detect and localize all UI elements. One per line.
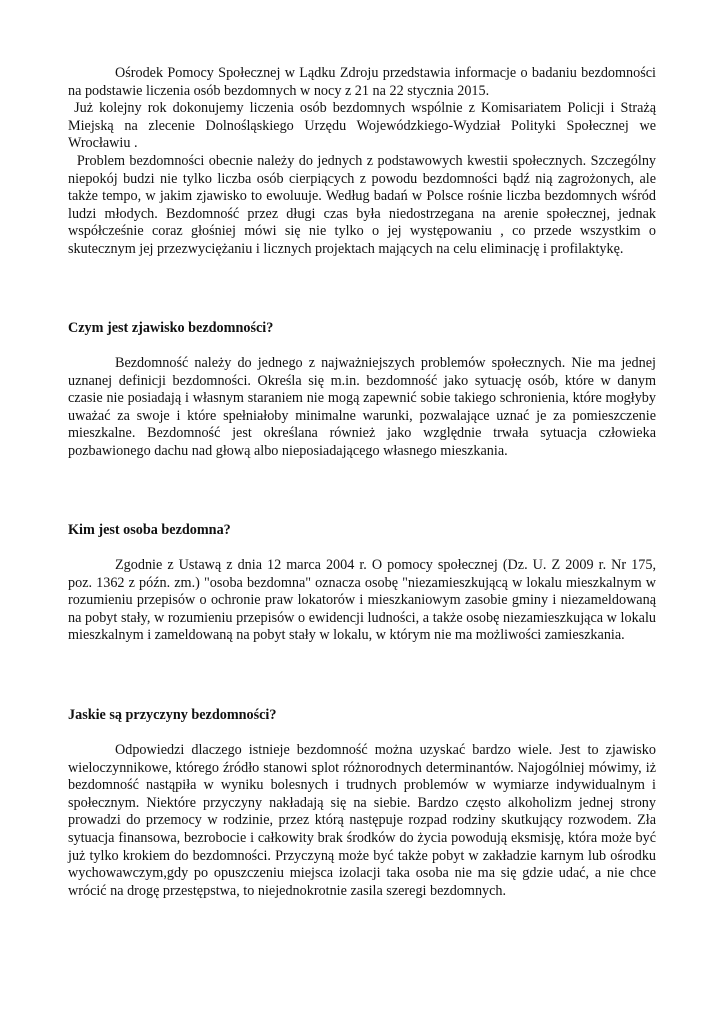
section-body-homeless-person: Zgodnie z Ustawą z dnia 12 marca 2004 r. O pomocy społecznej (Dz. U. Z 2009 r. Nr 175, poz. 1362 z późn. zm.) "osoba bezdomna" oznacza osobę "niezamieszkującą w lokalu mieszkalnym w rozumieniu przepisów o ochronie praw lokatorów i mieszkaniowym zasobie gminy i niezameldowaną na pobyt stały, w rozumieniu przepisów o ewidencji ludności, a także osobę niezamieszkująca w lokalu mieszkalnym i zameldowaną na pobyt stały w lokalu, w którym nie ma możliwości zamieszkania. xyxy=(68,557,656,644)
section-heading-causes: Jaskie są przyczyny bezdomności? xyxy=(68,707,277,723)
intro-paragraph-1: Ośrodek Pomocy Społecznej w Lądku Zdroju przedstawia informacje o badaniu bezdomności na podstawie liczenia osób bezdomnych w nocy z 21 na 22 stycznia 2015. xyxy=(68,65,656,99)
section-body-causes: Odpowiedzi dlaczego istnieje bezdomność można uzyskać bardzo wiele. Jest to zjawisko wieloczynnikowe, którego źródło stanowi splot różnorodnych determinantów. Najogólniej mówimy, iż bezdomność nastąpiła w wyniku bolesnych i trudnych problemów w wymiarze indywidualnym i społecznym. Niektóre przyczyny nakładają się na siebie. Bardzo często alkoholizm jednej strony prowadzi do przemocy w rodzinie, przez którą następuje rozpad rodziny skutkujący rozwodem. Zła sytuacja finansowa, bezrobocie i całkowity brak środków do życia powodują eksmisję, która może być już tylko krokiem do bezdomności. Przyczyną może być także pobyt w zakładzie karnym lub ośrodku wychowawczym,gdy po opuszczeniu miejsca izolacji taka osoba nie ma się gdzie udać, a nie chce wrócić na drogę przestępstwa, to niejednokrotnie zasila szeregi bezdomnych. xyxy=(68,742,656,899)
section-body-definition: Bezdomność należy do jednego z najważniejszych problemów społecznych. Nie ma jednej uznanej definicji bezdomności. Określa się m.in. bezdomność jako sytuację osób, które w danym czasie nie posiadają i własnym staraniem nie mogą zapewnić sobie takiego schronienia, które mogłyby uważać za swoje i które spełniałoby minimalne warunki, pozwalające uznać je za pomieszczenie mieszkalne. Bezdomność jest określana również jako względnie trwała sytuacja człowieka pozbawionego dachu nad głową albo nieposiadającego własnego mieszkania. xyxy=(68,355,656,459)
intro-paragraph-3: Problem bezdomności obecnie należy do jednych z podstawowych kwestii społecznych. Szczególny niepokój budzi nie tylko liczba osób cierpiących z powodu bezdomności bądź nią zagrożonych, ale także tempo, w jakim zjawisko to ewoluuje. Według badań w Polsce rośnie liczba bezdomnych wśród ludzi młodych. Bezdomność przez długi czas była niedostrzegana na arenie społecznej, jednak współcześnie coraz głośniej mówi się nie tylko o jej występowaniu , co przede wszystkim o skutecznym jej przezwyciężaniu i licznych projektach mających na celu eliminację i profilaktykę. xyxy=(68,153,660,257)
section-heading-definition: Czym jest zjawisko bezdomności? xyxy=(68,320,274,336)
intro-paragraph-2: Już kolejny rok dokonujemy liczenia osób bezdomnych wspólnie z Komisariatem Policji i Strażą Miejską na zlecenie Dolnośląskiego Urzędu Wojewódzkiego-Wydział Polityki Społecznej we Wrocławiu . xyxy=(68,100,660,152)
section-heading-homeless-person: Kim jest osoba bezdomna? xyxy=(68,522,231,538)
